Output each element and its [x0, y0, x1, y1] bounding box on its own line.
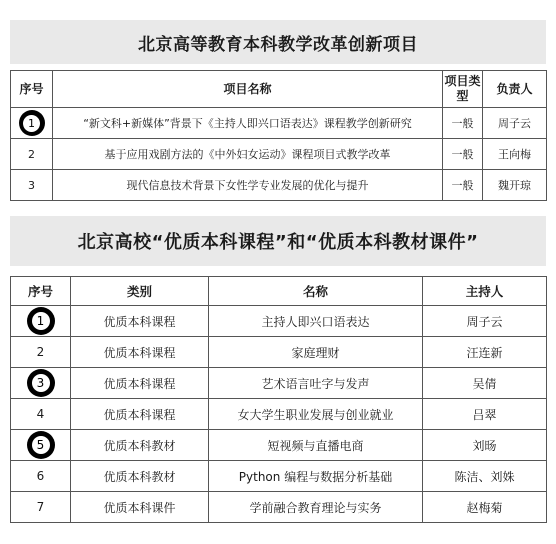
row-num: 6 [11, 461, 71, 492]
row-lead: 周子云 [483, 108, 547, 139]
table-header-row [11, 71, 547, 108]
row-category: 优质本科课程 [71, 368, 209, 399]
row-project-type: 一般 [443, 170, 483, 201]
table-header-row [11, 277, 547, 306]
row-host: 赵梅菊 [423, 492, 547, 523]
section1-title: 北京高等教育本科教学改革创新项目 [10, 20, 546, 64]
header-lead: 负责人 [483, 71, 547, 108]
header-project-type: 项目类型 [443, 71, 483, 108]
row-category: 优质本科课程 [71, 306, 209, 337]
row-project-name: 现代信息技术背景下女性学专业发展的优化与提升 [53, 170, 443, 201]
row-name: 学前融合教育理论与实务 [209, 492, 423, 523]
row-category: 优质本科课程 [71, 399, 209, 430]
row-num [11, 368, 71, 399]
row-category: 优质本科课程 [71, 337, 209, 368]
row-host: 吴倩 [423, 368, 547, 399]
row-num [11, 306, 71, 337]
table-row [11, 430, 547, 461]
row-name: 家庭理财 [209, 337, 423, 368]
row-num [11, 430, 71, 461]
section2-title: 北京高校“优质本科课程”和“优质本科教材课件” [10, 216, 546, 266]
circled-number-mark: 5 [27, 431, 55, 459]
header-project-name: 项目名称 [53, 71, 443, 108]
row-host: 汪连新 [423, 337, 547, 368]
row-project-type: 一般 [443, 108, 483, 139]
row-num: 2 [11, 139, 53, 170]
table-row [11, 306, 547, 337]
row-name: Python 编程与数据分析基础 [209, 461, 423, 492]
reform-projects-table [10, 70, 547, 201]
table-row [11, 139, 547, 170]
row-category: 优质本科教材 [71, 461, 209, 492]
row-category: 优质本科教材 [71, 430, 209, 461]
row-name: 艺术语言吐字与发声 [209, 368, 423, 399]
row-host: 刘旸 [423, 430, 547, 461]
row-name: 主持人即兴口语表达 [209, 306, 423, 337]
row-project-name: “新文科+新媒体”背景下《主持人即兴口语表达》课程教学创新研究 [53, 108, 443, 139]
row-lead: 王向梅 [483, 139, 547, 170]
row-lead: 魏开琼 [483, 170, 547, 201]
circled-number-mark: 1 [27, 307, 55, 335]
row-project-type: 一般 [443, 139, 483, 170]
table-row [11, 170, 547, 201]
circled-number-mark: 3 [27, 369, 55, 397]
row-num: 7 [11, 492, 71, 523]
row-project-name: 基于应用戏剧方法的《中外妇女运动》课程项目式教学改革 [53, 139, 443, 170]
row-name: 女大学生职业发展与创业就业 [209, 399, 423, 430]
header-category: 类别 [71, 277, 209, 306]
table-row [11, 368, 547, 399]
table-row [11, 399, 547, 430]
quality-courses-table [10, 276, 547, 523]
row-name: 短视频与直播电商 [209, 430, 423, 461]
row-host: 吕翠 [423, 399, 547, 430]
row-num [11, 108, 53, 139]
table-row [11, 108, 547, 139]
table-row [11, 337, 547, 368]
header-host: 主持人 [423, 277, 547, 306]
table-row [11, 461, 547, 492]
table-row [11, 492, 547, 523]
header-name: 名称 [209, 277, 423, 306]
header-num: 序号 [11, 71, 53, 108]
row-num: 3 [11, 170, 53, 201]
circled-number-mark: 1 [19, 110, 45, 136]
row-num: 2 [11, 337, 71, 368]
row-host: 周子云 [423, 306, 547, 337]
row-num: 4 [11, 399, 71, 430]
row-host: 陈洁、刘姝 [423, 461, 547, 492]
header-num: 序号 [11, 277, 71, 306]
row-category: 优质本科课件 [71, 492, 209, 523]
